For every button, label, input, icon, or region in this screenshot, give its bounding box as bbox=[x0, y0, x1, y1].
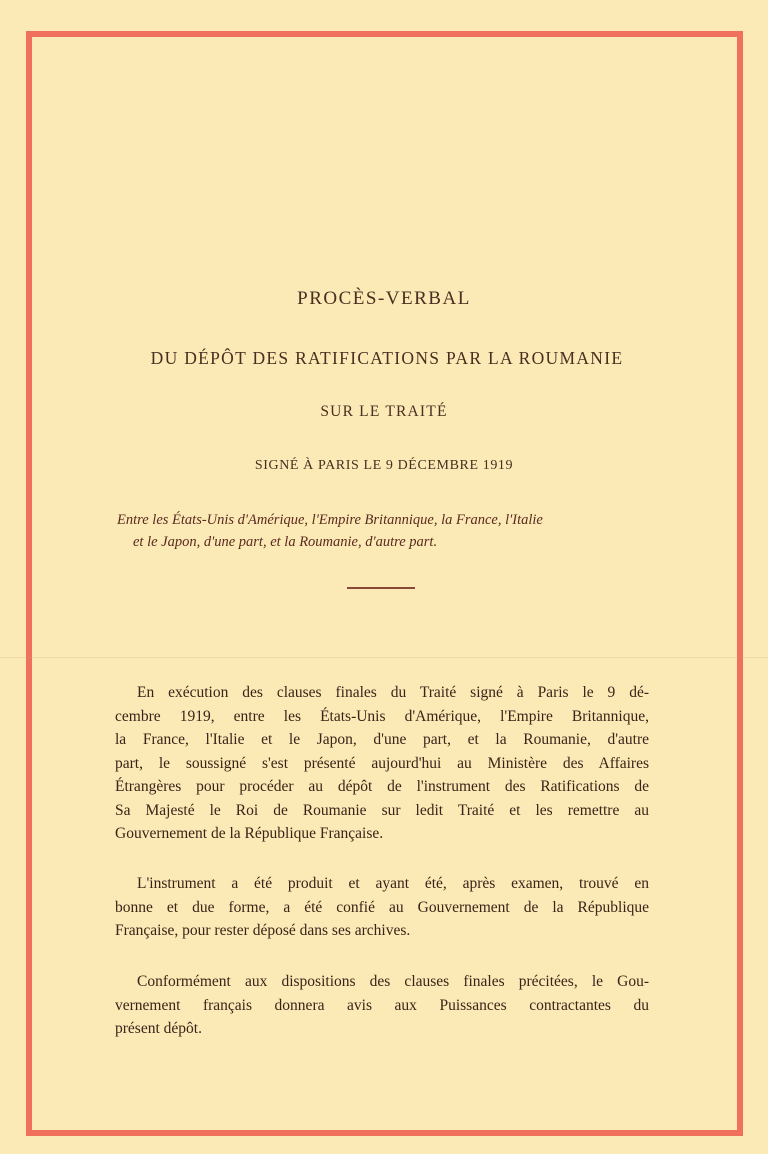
signing-date: SIGNÉ À PARIS LE 9 DÉCEMBRE 1919 bbox=[254, 458, 514, 473]
paragraph-notification bbox=[115, 970, 649, 1041]
page-fold-line bbox=[0, 657, 768, 658]
parties-line: et le Japon, d'une part, et la Roumanie, d'autre part. bbox=[133, 534, 438, 550]
parties-line: Entre les États-Unis d'Amérique, l'Empire Britannique, la France, l'Italie bbox=[117, 512, 543, 528]
text-line: présent dépôt. bbox=[115, 1020, 202, 1037]
text-line: L'instrument a été produit et ayant été, après examen, trouvé en bbox=[137, 875, 649, 892]
text-line: bonne et due forme, a été confié au Gouvernement de la République bbox=[115, 898, 649, 916]
text-line: Française, pour rester déposé dans ses archives. bbox=[115, 922, 411, 939]
treaty-parties bbox=[117, 509, 647, 553]
text-line: Gouvernement de la République Française. bbox=[115, 825, 384, 842]
text-line: la France, l'Italie et le Japon, d'une part, et la Roumanie, d'autre bbox=[115, 731, 649, 748]
text-line: Étrangères pour procéder au dépôt de l'instrument des Ratifications de bbox=[115, 778, 649, 795]
paragraph-execution bbox=[115, 681, 649, 846]
text-line: Sa Majesté le Roi de Roumanie sur ledit Traité et les remettre au bbox=[115, 801, 649, 819]
text-line: vernement français donnera avis aux Puissances contractantes du bbox=[115, 996, 649, 1014]
text-line: Conformément aux dispositions des clauses finales précitées, le Gou- bbox=[137, 973, 649, 990]
text-line: En exécution des clauses finales du Traité signé à Paris le 9 dé- bbox=[137, 684, 649, 701]
paragraph-instrument bbox=[115, 872, 649, 943]
document-title: PROCÈS-VERBAL bbox=[297, 288, 471, 309]
separator-rule bbox=[347, 587, 415, 589]
document-subject: SUR LE TRAITÉ bbox=[320, 403, 448, 420]
text-line: part, le soussigné s'est présenté aujourd'hui au Ministère des Affaires bbox=[115, 754, 649, 772]
document-subtitle: DU DÉPÔT DES RATIFICATIONS PAR LA ROUMANIE bbox=[150, 348, 624, 368]
text-line: cembre 1919, entre les États-Unis d'Amérique, l'Empire Britannique, bbox=[115, 707, 649, 725]
